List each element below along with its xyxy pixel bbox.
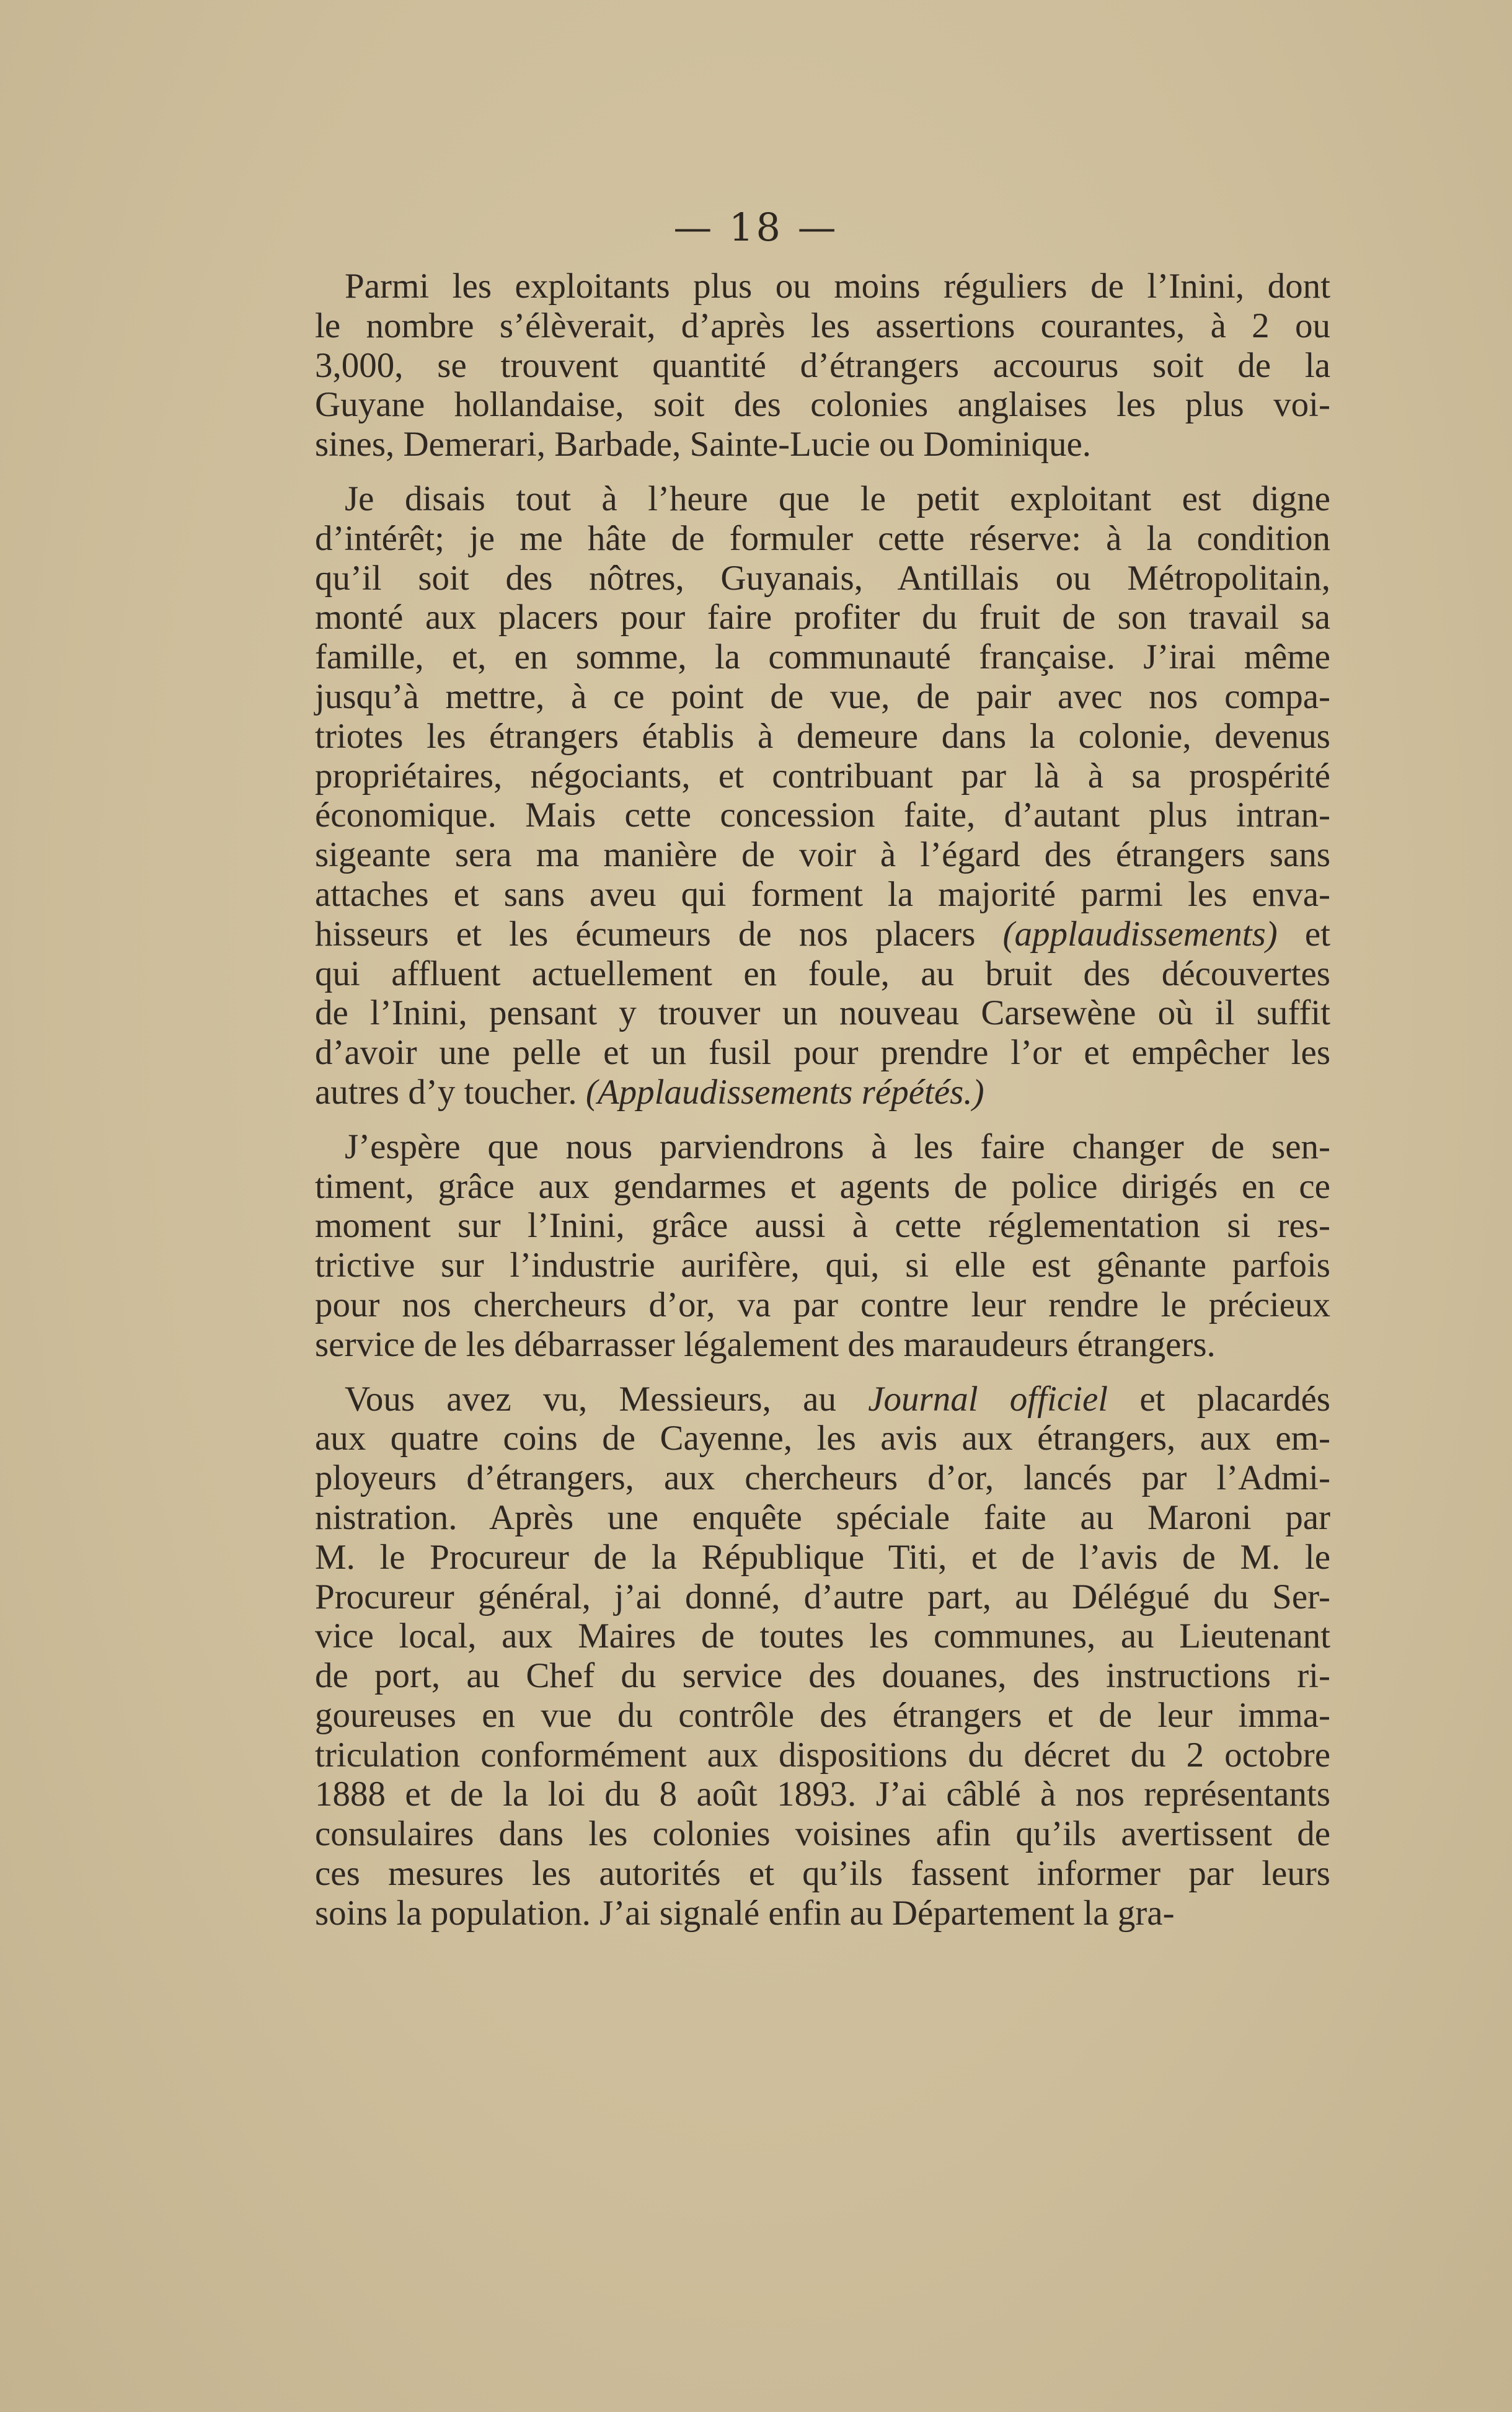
text-line	[315, 1285, 1330, 1325]
text-line	[315, 1854, 1330, 1894]
text-segment: et placardés	[1108, 1379, 1330, 1419]
text-segment: soins la population. J’ai signalé enfin au Département la gra-	[315, 1893, 1175, 1933]
paragraph	[315, 267, 1330, 464]
text-segment: 1888 et de la loi du 8 août 1893. J’ai câblé à nos représentants	[315, 1775, 1330, 1814]
text-segment: timent, grâce aux gendarmes et agents de police dirigés en ce	[315, 1166, 1330, 1206]
text-line	[315, 875, 1330, 915]
page-number: — 18 —	[673, 205, 839, 250]
text-segment: 3,000, se trouvent quantité d’étrangers accourus soit de la	[315, 345, 1330, 385]
text-line	[315, 1206, 1330, 1246]
text-line	[315, 1380, 1330, 1419]
text-segment: moment sur l’Inini, grâce aussi à cette réglementation si res-	[315, 1206, 1330, 1246]
text-line	[315, 637, 1330, 677]
text-line	[315, 1246, 1330, 1285]
text-segment: de port, au Chef du service des douanes, des instructions ri-	[315, 1656, 1330, 1696]
text-segment: aux quatre coins de Cayenne, les avis aux étrangers, aux em-	[315, 1419, 1330, 1458]
text-line	[315, 425, 1330, 464]
text-segment: M. le Procureur de la République Titi, et de l’avis de M. le	[315, 1537, 1330, 1577]
text-line	[315, 1814, 1330, 1854]
text-segment: le nombre s’élèverait, d’après les assertions courantes, à 2 ou	[315, 306, 1330, 345]
text-line	[315, 1498, 1330, 1538]
text-block	[315, 267, 1330, 1933]
text-segment: trictive sur l’industrie aurifère, qui, si elle est gênante parfois	[315, 1246, 1330, 1285]
text-segment: Parmi les exploitants plus ou moins réguliers de l’Inini, dont	[345, 267, 1330, 306]
text-line	[315, 1894, 1330, 1933]
paragraph	[315, 1380, 1330, 1933]
text-line	[315, 519, 1330, 559]
text-line	[315, 1419, 1330, 1458]
text-line	[315, 915, 1330, 954]
text-segment: et	[1277, 914, 1330, 954]
text-segment: hisseurs et les écumeurs de nos placers	[315, 914, 1003, 954]
paragraph	[315, 1127, 1330, 1365]
text-line	[315, 756, 1330, 796]
italic-segment: (Applaudissements répétés.)	[585, 1072, 984, 1112]
text-segment: goureuses en vue du contrôle des étrangers et de leur imma-	[315, 1695, 1330, 1735]
text-segment: attaches et sans aveu qui forment la majorité parmi les enva-	[315, 874, 1330, 914]
text-segment: monté aux placers pour faire profiter du fruit de son travail sa	[315, 598, 1330, 637]
text-line	[315, 835, 1330, 875]
text-segment: d’intérêt; je me hâte de formuler cette réserve: à la condition	[315, 518, 1330, 558]
text-line	[315, 677, 1330, 717]
text-segment: pour nos chercheurs d’or, va par contre leur rendre le précieux	[315, 1285, 1330, 1324]
paragraph	[315, 479, 1330, 1112]
text-segment: Procureur général, j’ai donné, d’autre part, au Délégué du Ser-	[315, 1577, 1330, 1616]
text-line	[315, 1458, 1330, 1498]
text-segment: Je disais tout à l’heure que le petit exploitant est digne	[345, 479, 1330, 518]
text-segment: sigeante sera ma manière de voir à l’égard des étrangers sans	[315, 835, 1330, 875]
text-segment: qu’il soit des nôtres, Guyanais, Antillais ou Métropolitain,	[315, 558, 1330, 598]
text-line	[315, 267, 1330, 306]
text-line	[315, 1033, 1330, 1073]
text-line	[315, 1577, 1330, 1617]
text-line	[315, 385, 1330, 425]
text-line	[315, 1073, 1330, 1112]
text-line	[315, 1736, 1330, 1775]
text-segment: économique. Mais cette concession faite, d’autant plus intran-	[315, 796, 1330, 835]
text-line	[315, 1616, 1330, 1656]
text-line	[315, 1656, 1330, 1696]
text-line	[315, 1325, 1330, 1365]
text-line	[315, 1538, 1330, 1577]
text-segment: vice local, aux Maires de toutes les communes, au Lieutenant	[315, 1616, 1330, 1656]
text-line	[315, 1127, 1330, 1167]
text-line	[315, 993, 1330, 1033]
text-segment: consulaires dans les colonies voisines afin qu’ils avertissent de	[315, 1814, 1330, 1854]
text-line	[315, 796, 1330, 835]
text-segment: nistration. Après une enquête spéciale faite au Maroni par	[315, 1497, 1330, 1537]
text-segment: de l’Inini, pensant y trouver un nouveau Carsewène où il suffit	[315, 993, 1330, 1033]
text-segment: ces mesures les autorités et qu’ils fassent informer par leurs	[315, 1854, 1330, 1894]
text-line	[315, 1696, 1330, 1736]
text-segment: triotes les étrangers établis à demeure dans la colonie, devenus	[315, 716, 1330, 756]
text-line	[315, 954, 1330, 994]
text-line	[315, 346, 1330, 386]
text-segment: sines, Demerari, Barbade, Sainte-Lucie ou Dominique.	[315, 425, 1092, 464]
text-segment: Guyane hollandaise, soit des colonies anglaises les plus voi-	[315, 385, 1330, 425]
text-line	[315, 1775, 1330, 1814]
text-segment: d’avoir une pelle et un fusil pour prendre l’or et empêcher les	[315, 1033, 1330, 1073]
text-segment: propriétaires, négociants, et contribuant par là à sa prospérité	[315, 756, 1330, 796]
italic-segment: Journal officiel	[868, 1379, 1108, 1419]
text-segment: ployeurs d’étrangers, aux chercheurs d’or, lancés par l’Admi-	[315, 1458, 1330, 1498]
text-line	[315, 306, 1330, 346]
text-line	[315, 717, 1330, 756]
text-line	[315, 479, 1330, 519]
text-segment: triculation conformément aux dispositions du décret du 2 octobre	[315, 1735, 1330, 1775]
text-segment: Vous avez vu, Messieurs, au	[345, 1379, 869, 1419]
text-line	[315, 598, 1330, 637]
text-segment: famille, et, en somme, la communauté française. J’irai même	[315, 637, 1330, 677]
text-line	[315, 1167, 1330, 1207]
text-segment: jusqu’à mettre, à ce point de vue, de pair avec nos compa-	[315, 676, 1330, 716]
text-segment: service de les débarrasser légalement des maraudeurs étrangers.	[315, 1324, 1216, 1364]
text-line	[315, 559, 1330, 598]
text-segment: qui affluent actuellement en foule, au bruit des découvertes	[315, 954, 1330, 993]
italic-segment: (applaudissements)	[1002, 914, 1278, 954]
text-segment: J’espère que nous parviendrons à les faire changer de sen-	[345, 1127, 1330, 1166]
text-segment: autres d’y toucher.	[315, 1072, 586, 1112]
